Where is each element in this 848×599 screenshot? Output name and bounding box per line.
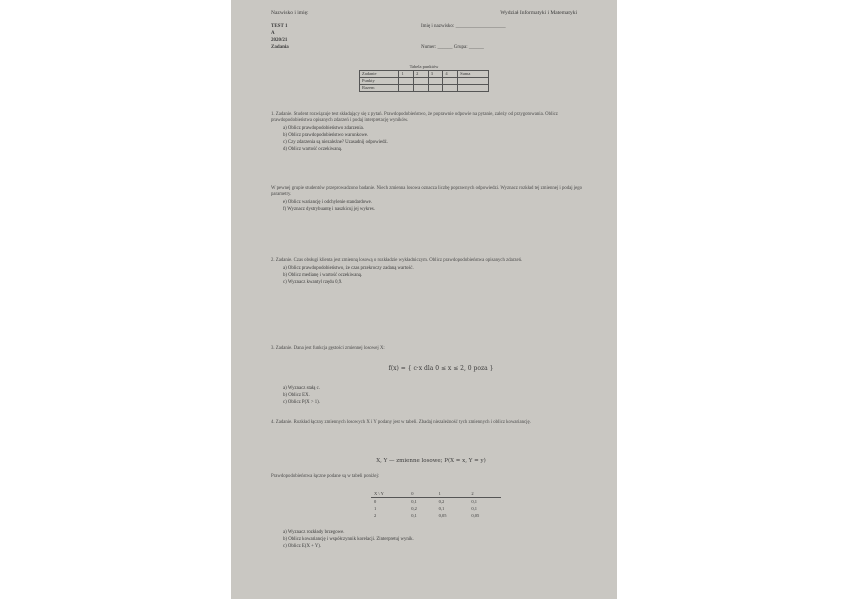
joint-cell: 0,1 xyxy=(471,505,477,511)
meta-line: A xyxy=(271,31,275,36)
subquestion: c) Oblicz P(X > 1). xyxy=(283,400,320,405)
joint-row xyxy=(371,505,501,512)
problem-block xyxy=(271,346,591,352)
subquestion: a) Oblicz prawdopodobieństwo, że czas przekroczy zadaną wartość. xyxy=(283,266,414,271)
subquestion: a) Oblicz prawdopodobieństwo zdarzenia. xyxy=(283,126,364,131)
score-cell xyxy=(458,78,489,85)
joint-cell: 2 xyxy=(374,512,377,518)
subquestion: a) Wyznacz stałą c. xyxy=(283,386,320,391)
joint-cell: 1 xyxy=(374,505,377,511)
score-table-title: Tabela punktów xyxy=(409,64,439,69)
score-cell xyxy=(399,85,414,92)
density-formula: f(x) = { c·x dla 0 ≤ x ≤ 2, 0 poza } xyxy=(388,365,494,372)
problem-text: Prawdopodobieństwa łączne podane są w tabeli poniżej: xyxy=(271,474,380,479)
problem-text: W pewnej grupie studentów przeprowadzono badanie. Niech zmienna losowa oznacza liczbę poprawnych odpowiedzi. Wyznacz rozkład tej zmiennej i podaj jego parametry. xyxy=(271,186,583,197)
exam-sheet xyxy=(231,0,617,599)
score-cell: Suma xyxy=(458,71,489,78)
score-cell xyxy=(443,78,458,85)
subquestion: a) Wyznacz rozkłady brzegowe. xyxy=(283,530,345,535)
joint-distribution-table xyxy=(371,490,501,519)
problem-block xyxy=(271,420,591,426)
subquestion: c) Oblicz E(X + Y). xyxy=(283,544,322,549)
joint-formula: X, Y — zmienne losowe; P(X = x, Y = y) xyxy=(376,458,486,464)
score-cell: 4 xyxy=(443,71,458,78)
score-cell: 3 xyxy=(428,71,443,78)
score-row xyxy=(360,85,489,92)
joint-row xyxy=(371,512,501,519)
score-row xyxy=(360,78,489,85)
meta-left xyxy=(271,24,391,52)
problem-text: 2. Zadanie. Czas obsługi klienta jest zmienną losową o rozkładzie wykładniczym. Oblicz prawdopodobieństwa opisanych zdarzeń. xyxy=(271,258,523,263)
joint-cell: 0,2 xyxy=(438,498,445,504)
problem-block xyxy=(271,384,591,407)
subquestion: d) Oblicz wartość oczekiwaną. xyxy=(283,147,343,152)
score-cell: Zadanie xyxy=(360,71,399,78)
score-table xyxy=(359,70,489,92)
subquestion: b) Oblicz EX. xyxy=(283,393,310,398)
score-cell: Razem xyxy=(360,85,399,92)
joint-row xyxy=(371,490,501,498)
problem-block xyxy=(271,474,591,480)
subquestion: b) Oblicz medianę i wartość oczekiwaną. xyxy=(283,273,363,278)
score-cell: 2 xyxy=(414,71,429,78)
meta-line: Zadania xyxy=(271,45,289,50)
score-cell xyxy=(414,78,429,85)
joint-cell: 0 xyxy=(374,498,377,504)
name-field: Imię i nazwisko: ____________________ xyxy=(421,24,506,29)
meta-line: 2020/21 xyxy=(271,38,288,43)
header-right: Wydział Informatyki i Matematyki xyxy=(500,10,577,16)
joint-cell: 0,1 xyxy=(411,512,417,518)
problem-block xyxy=(271,186,591,214)
problem-text: 3. Zadanie. Dana jest funkcja gęstości zmiennej losowej X: xyxy=(271,346,385,351)
score-cell xyxy=(428,85,443,92)
joint-cell: 0,1 xyxy=(471,498,477,504)
subquestion: c) Wyznacz kwantyl rzędu 0,9. xyxy=(283,280,343,285)
subquestion: f) Wyznacz dystrybuantę i naszkicuj jej wykres. xyxy=(283,207,375,212)
score-row xyxy=(360,71,489,78)
header-left: Nazwisko i imię: xyxy=(271,10,309,16)
score-cell: Punkty xyxy=(360,78,399,85)
subquestion: b) Oblicz kowariancję i współczynnik korelacji. Zinterpretuj wynik. xyxy=(283,537,414,542)
problem-block xyxy=(271,528,591,551)
problem-block xyxy=(271,258,591,287)
score-cell xyxy=(414,85,429,92)
subquestion-list xyxy=(283,126,591,153)
score-cell: 1 xyxy=(399,71,414,78)
problem-text: 1. Zadanie. Student rozwiązuje test składający się z pytań. Prawdopodobieństwo, że poprawnie odpowie na pytanie, zależy od przygotowania. Oblicz prawdopodobieństwa opisanych zdarzeń i podaj interpretację wyników. xyxy=(271,112,558,123)
score-cell xyxy=(399,78,414,85)
header-line xyxy=(271,10,577,18)
joint-cell: 0,05 xyxy=(471,512,480,518)
problem-block xyxy=(271,112,591,154)
joint-cell: 1 xyxy=(436,490,469,498)
score-cell xyxy=(458,85,489,92)
joint-cell: 0,2 xyxy=(411,505,417,511)
problem-text: 4. Zadanie. Rozkład łączny zmiennych losowych X i Y podany jest w tabeli. Zbadaj niezależność tych zmiennych i oblicz kowariancję. xyxy=(271,420,531,425)
meta-right xyxy=(421,24,571,52)
joint-cell: 0,1 xyxy=(411,498,417,504)
subquestion-list xyxy=(283,530,591,550)
joint-cell: 0,05 xyxy=(438,512,447,518)
score-cell xyxy=(443,85,458,92)
score-cell xyxy=(428,78,443,85)
joint-cell: 2 xyxy=(468,490,501,498)
joint-row xyxy=(371,498,501,506)
joint-cell: X \ Y xyxy=(371,490,408,498)
subquestion-list xyxy=(283,386,591,406)
meta-line: TEST 1 xyxy=(271,24,288,29)
joint-cell: 0 xyxy=(408,490,435,498)
subquestion: c) Czy zdarzenia są niezależne? Uzasadnij odpowiedź. xyxy=(283,140,388,145)
number-field: Numer: ______ Grupa: ______ xyxy=(421,45,484,50)
subquestion: b) Oblicz prawdopodobieństwo warunkowe. xyxy=(283,133,369,138)
joint-cell: 0,1 xyxy=(438,505,445,511)
subquestion: e) Oblicz wariancję i odchylenie standardowe. xyxy=(283,200,372,205)
subquestion-list xyxy=(283,200,591,213)
subquestion-list xyxy=(283,266,591,286)
